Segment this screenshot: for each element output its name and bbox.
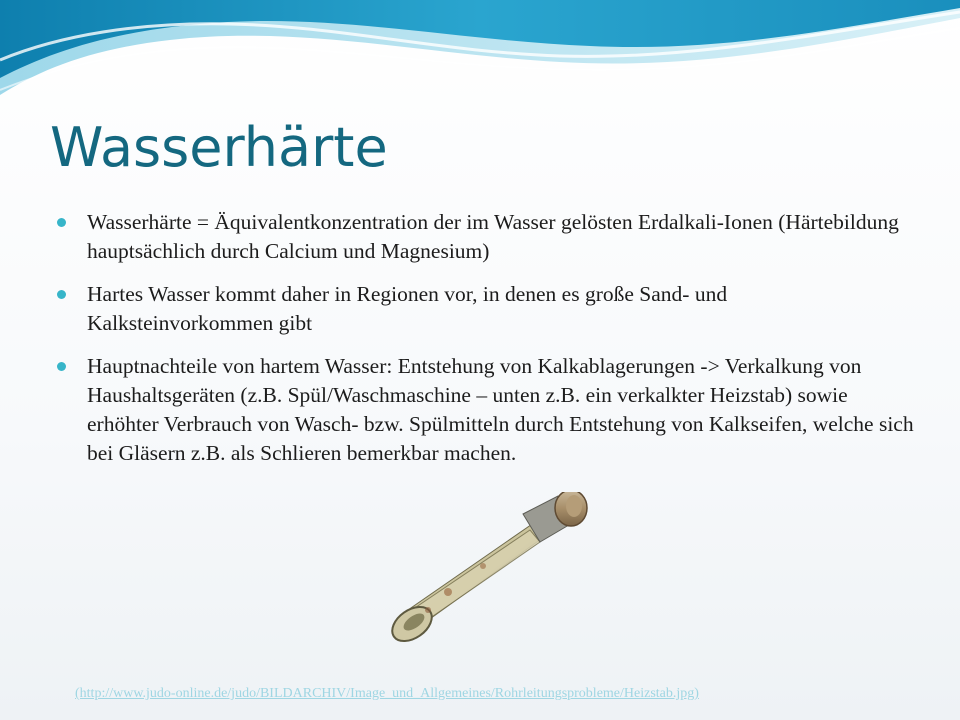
bullet-item xyxy=(55,208,915,266)
bullet-item xyxy=(55,280,915,338)
circle-bullet-icon xyxy=(57,218,66,227)
bullet-item xyxy=(55,352,915,468)
circle-bullet-icon xyxy=(57,290,66,299)
circle-bullet-icon xyxy=(57,362,66,371)
image-source-link[interactable]: (http://www.judo-online.de/judo/BILDARCHIV/Image_und_Allgemeines/Rohrleitungsprobleme/Heizstab.jpg) xyxy=(75,686,699,701)
bullet-text: Hauptnachteile von hartem Wasser: Entstehung von Kalkablagerungen -> Verkalkung von Haushaltsgeräten (z.B. Spül/Waschmaschine – unten z.B. ein verkalkter Heizstab) sowie erhöhter Verbrauch von Wasch- bzw. Spülmitteln durch Entstehung von Kalkseifen, welche sich bei Gläsern z.B. als Schlieren bemerkbar machen. xyxy=(87,354,914,465)
bullet-text: Hartes Wasser kommt daher in Regionen vor, in denen es große Sand- und Kalksteinvorkommen gibt xyxy=(87,282,728,335)
slide-title: Wasserhärte xyxy=(50,116,388,179)
header-wave-decoration xyxy=(0,0,960,110)
calcified-heating-element-photo xyxy=(388,492,598,662)
bullet-text: Wasserhärte = Äquivalentkonzentration der im Wasser gelösten Erdalkali-Ionen (Härtebildung hauptsächlich durch Calcium und Magnesium) xyxy=(87,210,899,263)
bullet-list xyxy=(55,208,915,482)
